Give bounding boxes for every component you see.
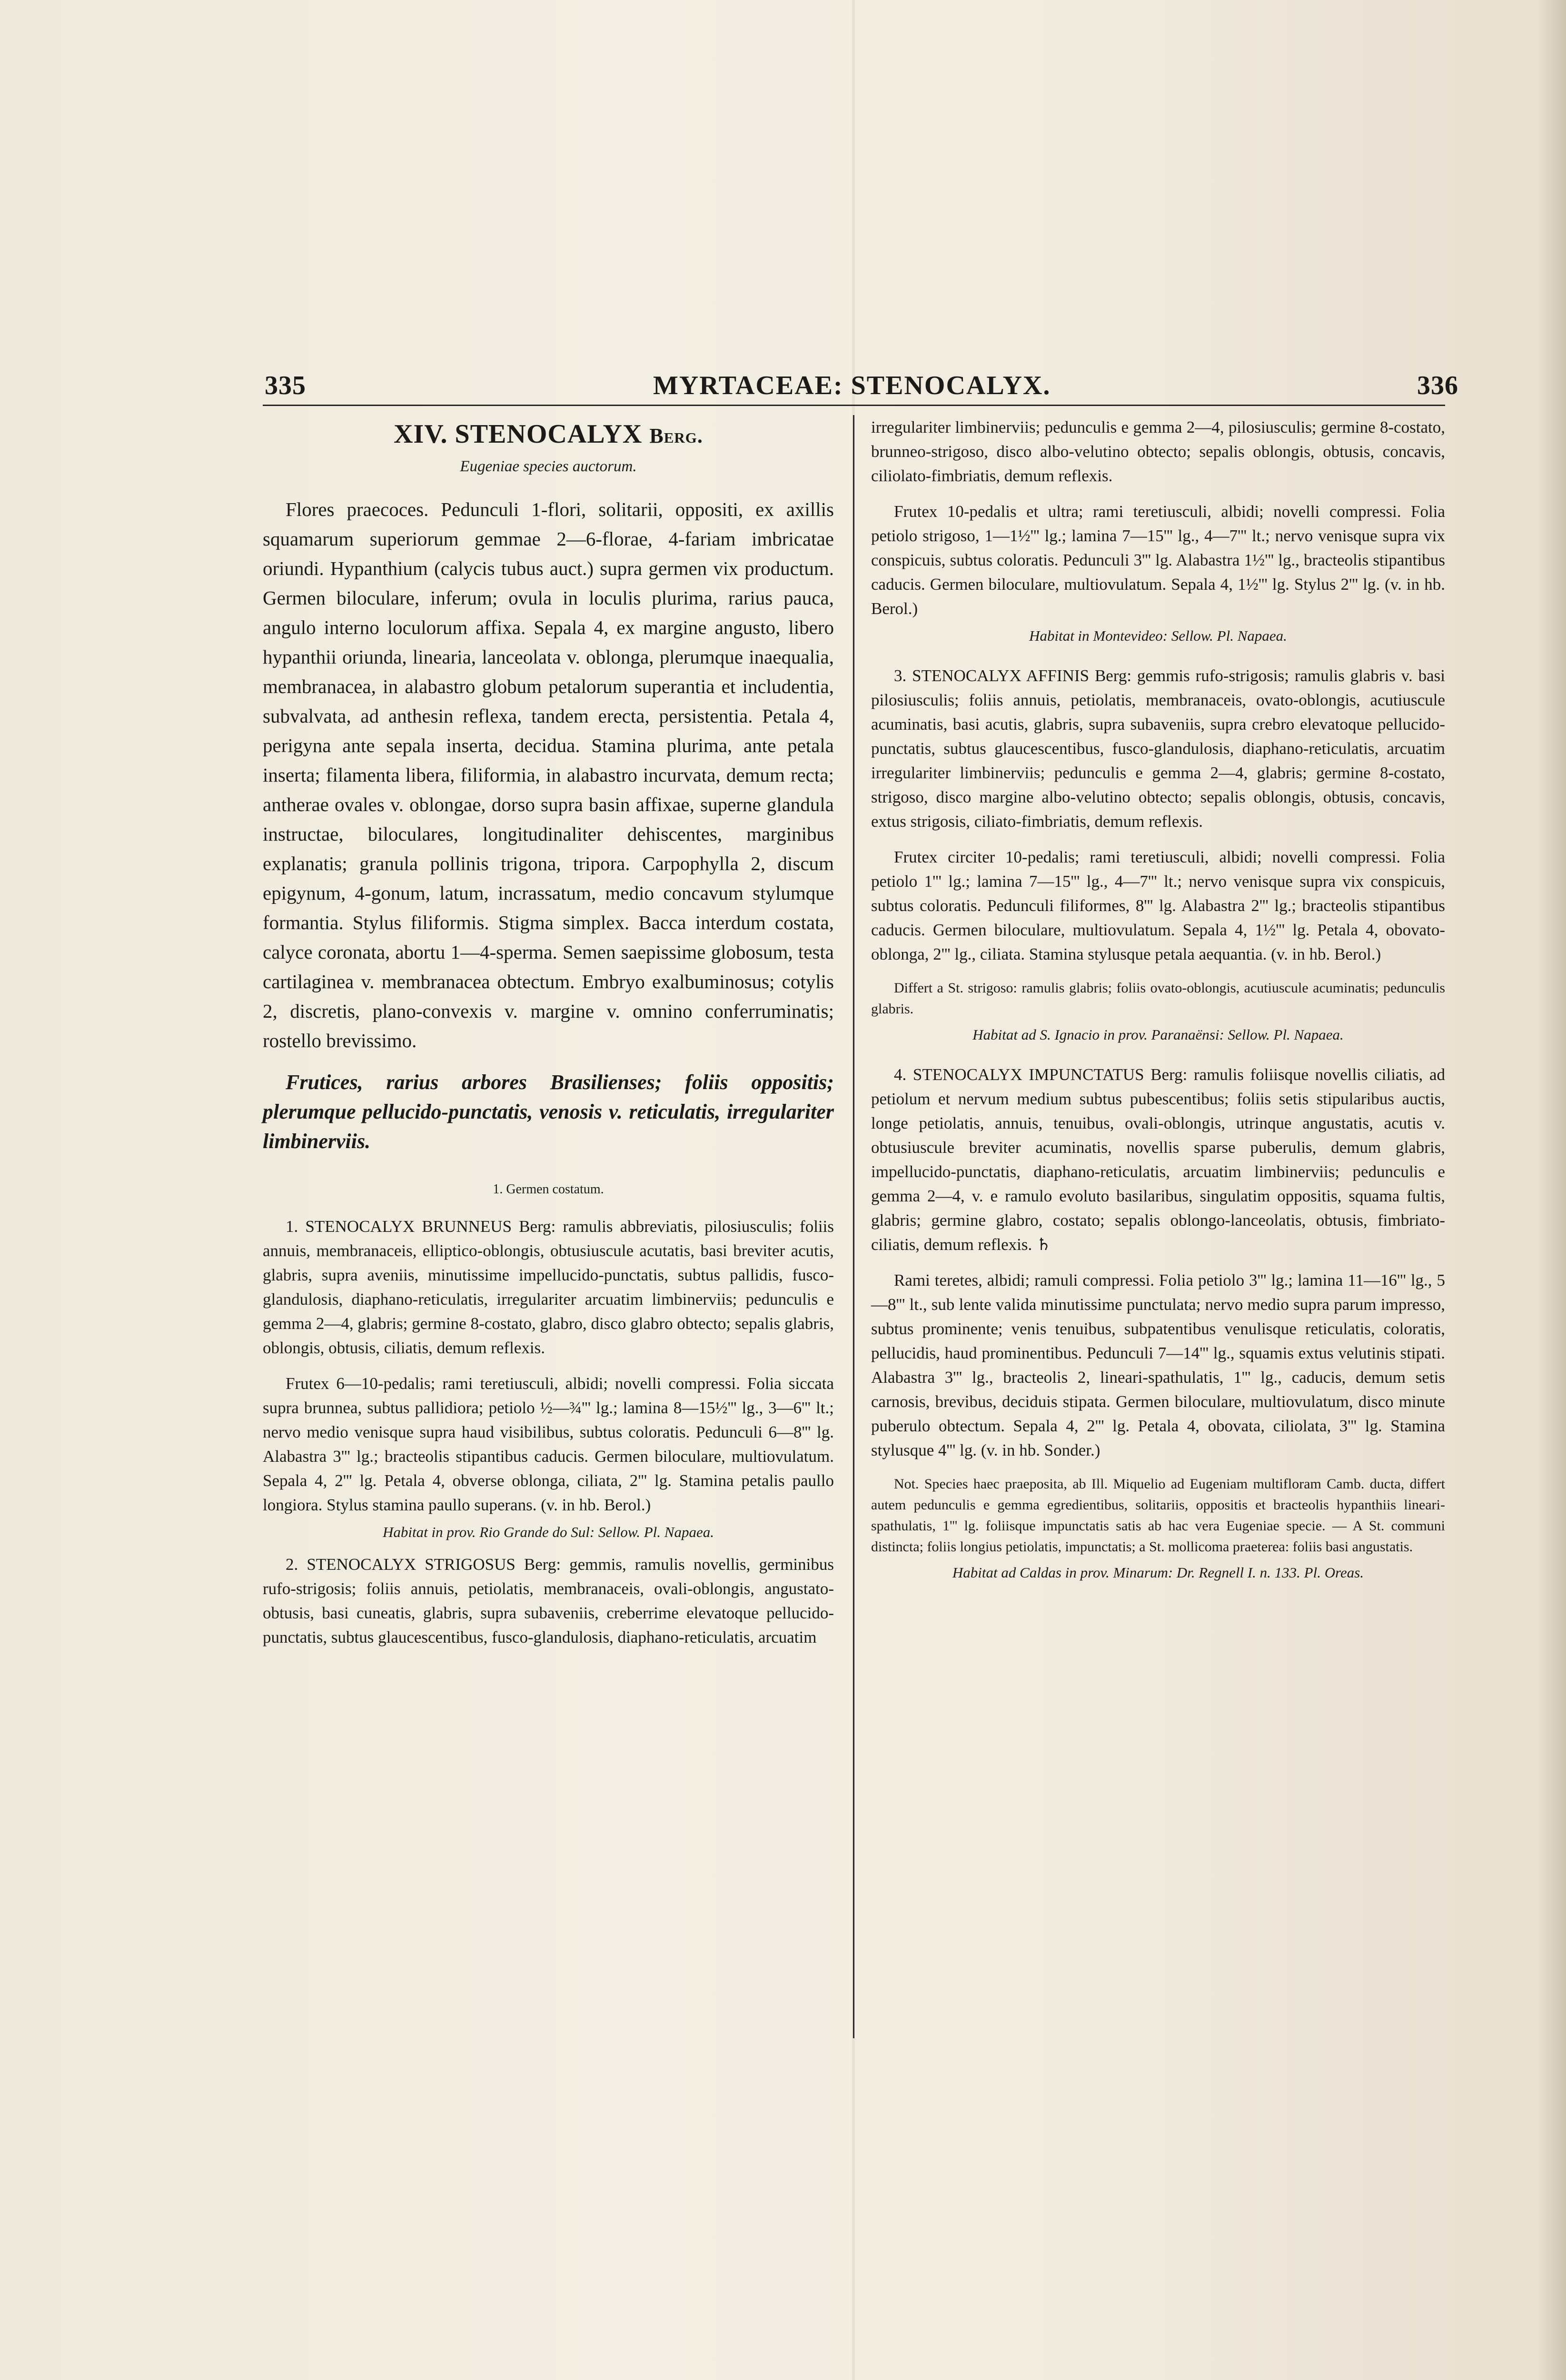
species-2-details: Frutex 10-pedalis et ultra; rami teretiusculi, albidi; novelli compressi. Folia petiolo strigoso, 1—1½''' lg.; lamina 7—15''' lg., 4—7''' lt.; nervo venisque supra vix conspicuis, subtus coloratis. Pedunculi 3''' lg. Alabastra 1½''' lg., bracteolis stipantibus caducis. Germen biloculare, multiovulatum. Sepala 4, 1½''' lg. Stylus 2''' lg. (v. in hb. Berol.) xyxy=(871,502,1445,618)
running-header xyxy=(0,370,1566,404)
header-rule xyxy=(263,405,1445,406)
page-edge-shadow xyxy=(1537,0,1566,2380)
genus-heading-name: XIV. STENOCALYX xyxy=(394,419,643,449)
species-4-details: Rami teretes, albidi; ramuli compressi. Folia petiolo 3''' lg.; lamina 11—16''' lg., 5—8''' lt., sub lente valida minutissime punctulata; nervo medio supra parum impresso, subtus prominente; venis tenuibus, subpatentibus venulisque reticulatis, coloratis, pellucidis, haud prominentibus. Pedunculi 7—14''' lg., squamis extus velutinis stipati. Alabastra 3''' lg., bracteolis 2, lineari-spathulatis, 1''' lg., caducis, demum setis carnosis, brevibus, deciduis stipata. Germen biloculare, multiovulatum, disco minute puberulo obtectum. Sepala 4, 2''' lg. Petala 4, obovata, ciliolata, 3''' lg. Stamina stylusque 4''' lg. (v. in hb. Sonder.) xyxy=(871,1271,1445,1459)
species-3-habitat: Habitat ad S. Ignacio in prov. Paranaënsi: Sellow. Pl. Napaea. xyxy=(972,1026,1344,1043)
genus-heading-author: Berg. xyxy=(649,424,703,447)
section-title: 1. Germen costatum. xyxy=(493,1182,604,1197)
page-number-left: 335 xyxy=(265,371,306,400)
column-divider xyxy=(853,415,854,2038)
species-1-details: Frutex 6—10-pedalis; rami teretiusculi, albidi; novelli compressi. Folia siccata supra brunnea, subtus pallidiora; petiolo ½—¾''' lg.; lamina 8—15½''' lg., 3—6''' lt.; nervo medio venisque supra haud visibilibus, subtus coloratis. Pedunculi 6—8''' lg. Alabastra 3''' lg.; bracteolis stipantibus caducis. Germen biloculare, multiovulatum. Sepala 4, 2''' lg. Petala 4, obverse oblonga, ciliata, 2''' lg. Stamina petalis paullo longiora. Stylus stamina paullo superans. (v. in hb. Berol.) xyxy=(263,1374,834,1514)
species-4-diagnosis: 4. STENOCALYX IMPUNCTATUS Berg: ramulis foliisque novellis ciliatis, ad petiolum et nervum medium subtus pubescentibus; foliis setis stipularibus auctis, longe petiolatis, annuis, tenuibus, ovali-oblongis, utrinque angustatis, acutis v. obtusiuscule breviter acuminatis, novellis sparse puberulis, demum glabris, impellucido-punctatis, diaphano-reticulatis, arcuatim limbinerviis; pedunculis e gemma 2—4, v. e ramulo evoluto basilaribus, singulatim oppositis, squama fultis, glabris; germine glabro, costato; sepalis oblongo-lanceolatis, obtusis, fimbriato-ciliatis, demum reflexis. ♄ xyxy=(871,1065,1445,1254)
species-3-diagnosis: 3. STENOCALYX AFFINIS Berg: gemmis rufo-strigosis; ramulis glabris v. basi pilosiusculis; foliis annuis, petiolatis, membranaceis, ovato-oblongis, acutiuscule acuminatis, basi acutis, glabris, supra subaveniis, supra crebro elevatoque pellucido-punctatis, subtus glaucescentibus, fusco-glandulosis, diaphano-reticulatis, arcuatim irregulariter limbinerviis; pedunculis e gemma 2—4, glabris; germine 8-costato, strigoso, disco margine albo-velutino obtecto; sepalis oblongis, obtusis, concavis, extus strigosis, ciliato-fimbriatis, demum reflexis. xyxy=(871,666,1445,831)
species-3-details: Frutex circiter 10-pedalis; rami teretiusculi, albidi; novelli compressi. Folia petiolo 1''' lg.; lamina 7—15''' lg., 4—7''' lt.; nervo venisque supra vix conspicuis, subtus coloratis. Pedunculi filiformes, 8''' lg. Alabastra 2''' lg.; bracteolis stipantibus caducis. Germen biloculare, multiovulatum. Sepala 4, 1½''' lg. Petala 4, obovato-oblonga, 2''' lg., ciliata. Stamina stylusque petala aequantia. (v. in hb. Berol.) xyxy=(871,848,1445,963)
genus-habit: Frutices, rarius arbores Brasilienses; foliis oppositis; plerumque pellucido-punctatis, venosis v. reticulatis, irregulariter limbinerviis. xyxy=(263,1071,834,1153)
genus-subheading: Eugeniae species auctorum. xyxy=(460,458,637,475)
species-2-habitat: Habitat in Montevideo: Sellow. Pl. Napaea. xyxy=(1029,627,1287,644)
species-2-diagnosis-start: 2. STENOCALYX STRIGOSUS Berg: gemmis, ramulis novellis, germinibus rufo-strigosis; foliis annuis, petiolatis, membranaceis, ovali-oblongis, angustato-obtusis, basi cuneatis, glabris, supra subaveniis, creberrime elevatoque pellucido-punctatis, subtus glaucescentibus, fusco-glandulosis, diaphano-reticulatis, arcuatim xyxy=(263,1555,834,1646)
species-3-note: Differt a St. strigoso: ramulis glabris; foliis ovato-oblongis, acutiuscule acuminatis; pedunculis glabris. xyxy=(871,980,1445,1017)
species-1-diagnosis: 1. STENOCALYX BRUNNEUS Berg: ramulis abbreviatis, pilosiusculis; foliis annuis, membranaceis, elliptico-oblongis, obtusiuscule acutatis, basi breviter acutis, glabris, supra aveniis, minutissime impellucido-punctatis, subtus pallidis, fusco-glandulosis, diaphano-reticulatis, irregulariter arcuatim limbinerviis; pedunculis e gemma 2—4, glabris; germine 8-costato, glabro, disco glabro obtecto; sepalis glabris, oblongis, obtusis, ciliatis, demum reflexis. xyxy=(263,1217,834,1357)
running-title: MYRTACEAE: STENOCALYX. xyxy=(653,371,1051,400)
genus-heading xyxy=(263,419,834,449)
page-number-right: 336 xyxy=(1417,371,1458,400)
species-1-habitat: Habitat in prov. Rio Grande do Sul: Sellow. Pl. Napaea. xyxy=(382,1524,714,1540)
left-column xyxy=(263,415,834,1649)
species-2-diagnosis-cont: irregulariter limbinerviis; pedunculis e gemma 2—4, pilosiusculis; germine 8-costato, brunneo-strigoso, disco albo-velutino obtecto; sepalis oblongis, obtusis, concavis, ciliolato-fimbriatis, demum reflexis. xyxy=(871,418,1445,485)
right-column xyxy=(871,415,1445,1581)
species-4-habitat: Habitat ad Caldas in prov. Minarum: Dr. Regnell I. n. 133. Pl. Oreas. xyxy=(952,1564,1364,1581)
genus-description: Flores praecoces. Pedunculi 1-flori, solitarii, oppositi, ex axillis squamarum superiorum gemmae 2—6-florae, 4-fariam imbricatae oriundi. Hypanthium (calycis tubus auct.) supra germen vix productum. Germen biloculare, inferum; ovula in loculis plurima, rarius pauca, angulo interno loculorum affixa. Sepala 4, ex margine angusto, libero hypanthii oriunda, linearia, lanceolata v. oblonga, plerumque inaequalia, membranacea, in alabastro globum petalorum superantia et includentia, subvalvata, ad anthesin reflexa, tandem erecta, persistentia. Petala 4, perigyna ante sepala inserta, decidua. Stamina plurima, ante petala inserta; filamenta libera, filiformia, in alabastro incurvata, demum recta; antherae ovales v. oblongae, dorso supra basin affixae, superne glandula instructae, biloculares, longitudinaliter dehiscentes, marginibus explanatis; granula pollinis trigona, tripora. Carpophylla 2, discum epigynum, 4-gonum, latum, incrassatum, medio concavum stylumque formantia. Stylus filiformis. Stigma simplex. Bacca interdum costata, calyce coronata, abortu 1—4-sperma. Semen saepissime globosum, testa cartilaginea v. membranacea obtectum. Embryo exalbuminosus; cotylis 2, discretis, plano-convexis v. margine v. omnino conferruminatis; rostello brevissimo. xyxy=(263,498,834,1051)
species-4-note: Not. Species haec praeposita, ab Ill. Miquelio ad Eugeniam multifloram Camb. ducta, differt autem pedunculis e gemma egredientibus, solitariis, oppositis et bracteolis hypanthiis lineari-spathulatis, 1''' lg. foliisque impunctatis satis ab hac vera Eugeniae specie. — A St. communi distincta; foliis longius petiolatis, impunctatis; a St. mollicoma praeterea: foliis basi angustatis. xyxy=(871,1476,1445,1555)
